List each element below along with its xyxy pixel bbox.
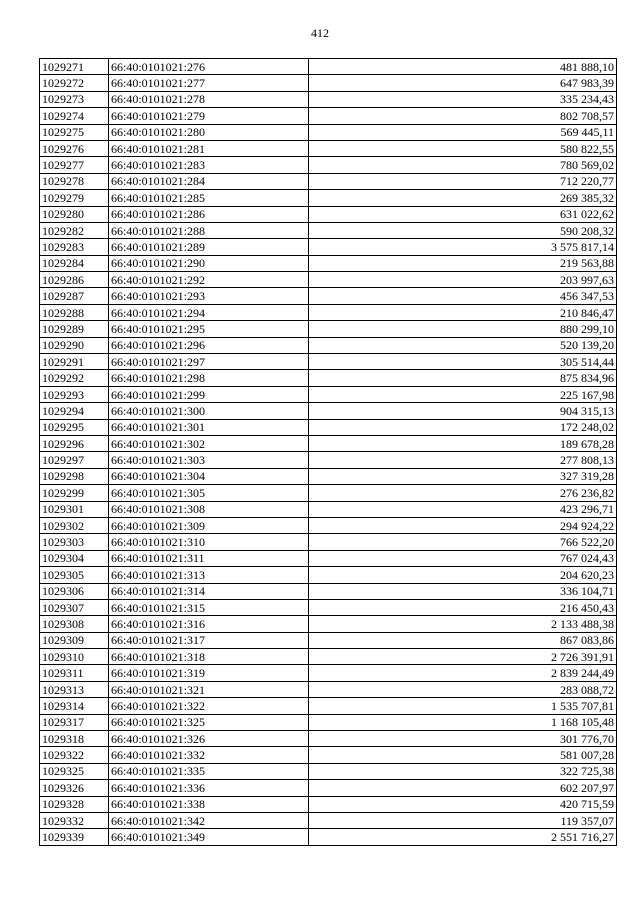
table-row: [40, 222, 617, 238]
cadastral-value-cell: 225 167,98: [309, 386, 617, 402]
cadastral-number-cell: 66:40:0101021:315: [109, 599, 309, 615]
cadastral-value-cell: 780 569,02: [309, 157, 617, 173]
row-id-cell: 1029332: [40, 812, 109, 828]
table-row: [40, 468, 617, 484]
row-id-cell: 1029280: [40, 206, 109, 222]
table-row: [40, 452, 617, 468]
table-row: [40, 370, 617, 386]
cadastral-value-cell: 766 522,20: [309, 534, 617, 550]
row-id-cell: 1029326: [40, 780, 109, 796]
table-row: [40, 321, 617, 337]
row-id-cell: 1029308: [40, 616, 109, 632]
row-id-cell: 1029286: [40, 272, 109, 288]
table-row: [40, 157, 617, 173]
cadastral-number-cell: 66:40:0101021:332: [109, 747, 309, 763]
cadastral-value-cell: 2 726 391,91: [309, 649, 617, 665]
table-row: [40, 239, 617, 255]
cadastral-value-cell: 2 133 488,38: [309, 616, 617, 632]
cadastral-number-cell: 66:40:0101021:349: [109, 829, 309, 845]
cadastral-number-cell: 66:40:0101021:313: [109, 567, 309, 583]
cadastral-value-cell: 520 139,20: [309, 337, 617, 353]
cadastral-number-cell: 66:40:0101021:300: [109, 403, 309, 419]
cadastral-value-cell: 210 846,47: [309, 304, 617, 320]
cadastral-value-cell: 581 007,28: [309, 747, 617, 763]
cadastral-number-cell: 66:40:0101021:285: [109, 190, 309, 206]
table-row: [40, 173, 617, 189]
cadastral-value-cell: 2 551 716,27: [309, 829, 617, 845]
row-id-cell: 1029298: [40, 468, 109, 484]
table-row: [40, 255, 617, 271]
table-row: [40, 435, 617, 451]
cadastral-number-cell: 66:40:0101021:342: [109, 812, 309, 828]
cadastral-value-cell: 327 319,28: [309, 468, 617, 484]
cadastral-value-cell: 119 357,07: [309, 812, 617, 828]
table-row: [40, 583, 617, 599]
row-id-cell: 1029284: [40, 255, 109, 271]
cadastral-value-cell: 456 347,53: [309, 288, 617, 304]
cadastral-number-cell: 66:40:0101021:284: [109, 173, 309, 189]
table-row: [40, 599, 617, 615]
cadastral-value-cell: 867 083,86: [309, 632, 617, 648]
table-row: [40, 419, 617, 435]
cadastral-number-cell: 66:40:0101021:283: [109, 157, 309, 173]
table-row: [40, 796, 617, 812]
table-row: [40, 698, 617, 714]
cadastral-number-cell: 66:40:0101021:305: [109, 485, 309, 501]
cadastral-value-cell: 590 208,32: [309, 222, 617, 238]
row-id-cell: 1029328: [40, 796, 109, 812]
cadastral-value-cell: 580 822,55: [309, 140, 617, 156]
cadastral-value-cell: 277 808,13: [309, 452, 617, 468]
cadastral-number-cell: 66:40:0101021:311: [109, 550, 309, 566]
cadastral-number-cell: 66:40:0101021:288: [109, 222, 309, 238]
row-id-cell: 1029314: [40, 698, 109, 714]
row-id-cell: 1029302: [40, 517, 109, 533]
cadastral-value-cell: 276 236,82: [309, 485, 617, 501]
table-row: [40, 354, 617, 370]
cadastral-number-cell: 66:40:0101021:294: [109, 304, 309, 320]
cadastral-number-cell: 66:40:0101021:314: [109, 583, 309, 599]
cadastral-value-cell: 3 575 817,14: [309, 239, 617, 255]
table-row: [40, 59, 617, 75]
cadastral-value-cell: 767 024,43: [309, 550, 617, 566]
row-id-cell: 1029309: [40, 632, 109, 648]
row-id-cell: 1029305: [40, 567, 109, 583]
cadastral-number-cell: 66:40:0101021:338: [109, 796, 309, 812]
cadastral-number-cell: 66:40:0101021:317: [109, 632, 309, 648]
cadastral-value-cell: 219 563,88: [309, 255, 617, 271]
row-id-cell: 1029317: [40, 714, 109, 730]
row-id-cell: 1029307: [40, 599, 109, 615]
cadastral-value-cell: 712 220,77: [309, 173, 617, 189]
cadastral-value-cell: 423 296,71: [309, 501, 617, 517]
row-id-cell: 1029297: [40, 452, 109, 468]
row-id-cell: 1029304: [40, 550, 109, 566]
table-row: [40, 403, 617, 419]
cadastral-number-cell: 66:40:0101021:302: [109, 435, 309, 451]
row-id-cell: 1029290: [40, 337, 109, 353]
table-row: [40, 567, 617, 583]
row-id-cell: 1029271: [40, 59, 109, 75]
cadastral-value-cell: 172 248,02: [309, 419, 617, 435]
cadastral-value-cell: 1 535 707,81: [309, 698, 617, 714]
table-row: [40, 337, 617, 353]
cadastral-value-cell: 336 104,71: [309, 583, 617, 599]
cadastral-value-cell: 283 088,72: [309, 681, 617, 697]
table-row: [40, 91, 617, 107]
table-row: [40, 829, 617, 845]
cadastral-number-cell: 66:40:0101021:277: [109, 75, 309, 91]
table-row: [40, 272, 617, 288]
table-row: [40, 714, 617, 730]
table-body: [40, 59, 617, 846]
table-row: [40, 632, 617, 648]
cadastral-number-cell: 66:40:0101021:281: [109, 140, 309, 156]
row-id-cell: 1029291: [40, 354, 109, 370]
cadastral-number-cell: 66:40:0101021:336: [109, 780, 309, 796]
row-id-cell: 1029275: [40, 124, 109, 140]
cadastral-value-cell: 904 315,13: [309, 403, 617, 419]
row-id-cell: 1029294: [40, 403, 109, 419]
cadastral-value-cell: 204 620,23: [309, 567, 617, 583]
row-id-cell: 1029313: [40, 681, 109, 697]
cadastral-number-cell: 66:40:0101021:298: [109, 370, 309, 386]
cadastral-value-cell: 322 725,38: [309, 763, 617, 779]
table-row: [40, 124, 617, 140]
row-id-cell: 1029292: [40, 370, 109, 386]
cadastral-number-cell: 66:40:0101021:286: [109, 206, 309, 222]
row-id-cell: 1029277: [40, 157, 109, 173]
cadastral-number-cell: 66:40:0101021:304: [109, 468, 309, 484]
cadastral-number-cell: 66:40:0101021:278: [109, 91, 309, 107]
table-row: [40, 304, 617, 320]
cadastral-value-cell: 335 234,43: [309, 91, 617, 107]
table-row: [40, 534, 617, 550]
row-id-cell: 1029295: [40, 419, 109, 435]
row-id-cell: 1029293: [40, 386, 109, 402]
row-id-cell: 1029288: [40, 304, 109, 320]
cadastral-number-cell: 66:40:0101021:326: [109, 731, 309, 747]
table-row: [40, 763, 617, 779]
cadastral-number-cell: 66:40:0101021:280: [109, 124, 309, 140]
row-id-cell: 1029299: [40, 485, 109, 501]
cadastral-number-cell: 66:40:0101021:310: [109, 534, 309, 550]
table-row: [40, 485, 617, 501]
cadastral-number-cell: 66:40:0101021:322: [109, 698, 309, 714]
cadastral-number-cell: 66:40:0101021:321: [109, 681, 309, 697]
table-row: [40, 780, 617, 796]
cadastral-value-cell: 631 022,62: [309, 206, 617, 222]
cadastral-number-cell: 66:40:0101021:279: [109, 108, 309, 124]
row-id-cell: 1029296: [40, 435, 109, 451]
table-row: [40, 206, 617, 222]
cadastral-number-cell: 66:40:0101021:319: [109, 665, 309, 681]
cadastral-number-cell: 66:40:0101021:289: [109, 239, 309, 255]
row-id-cell: 1029276: [40, 140, 109, 156]
cadastral-value-table: [39, 58, 617, 846]
cadastral-value-cell: 216 450,43: [309, 599, 617, 615]
cadastral-value-cell: 481 888,10: [309, 59, 617, 75]
page-number: 412: [311, 26, 329, 40]
cadastral-number-cell: 66:40:0101021:316: [109, 616, 309, 632]
row-id-cell: 1029273: [40, 91, 109, 107]
row-id-cell: 1029322: [40, 747, 109, 763]
cadastral-value-cell: 203 997,63: [309, 272, 617, 288]
table-row: [40, 616, 617, 632]
table-row: [40, 812, 617, 828]
row-id-cell: 1029318: [40, 731, 109, 747]
table-row: [40, 140, 617, 156]
table-row: [40, 517, 617, 533]
cadastral-number-cell: 66:40:0101021:292: [109, 272, 309, 288]
row-id-cell: 1029272: [40, 75, 109, 91]
table-row: [40, 731, 617, 747]
table-row: [40, 190, 617, 206]
row-id-cell: 1029311: [40, 665, 109, 681]
table-row: [40, 386, 617, 402]
table-row: [40, 75, 617, 91]
cadastral-number-cell: 66:40:0101021:303: [109, 452, 309, 468]
row-id-cell: 1029310: [40, 649, 109, 665]
row-id-cell: 1029303: [40, 534, 109, 550]
cadastral-number-cell: 66:40:0101021:276: [109, 59, 309, 75]
cadastral-value-cell: 647 983,39: [309, 75, 617, 91]
cadastral-value-cell: 1 168 105,48: [309, 714, 617, 730]
cadastral-value-cell: 269 385,32: [309, 190, 617, 206]
table-row: [40, 649, 617, 665]
cadastral-number-cell: 66:40:0101021:295: [109, 321, 309, 337]
table-row: [40, 288, 617, 304]
cadastral-number-cell: 66:40:0101021:301: [109, 419, 309, 435]
cadastral-value-cell: 875 834,96: [309, 370, 617, 386]
row-id-cell: 1029274: [40, 108, 109, 124]
table-row: [40, 747, 617, 763]
cadastral-number-cell: 66:40:0101021:308: [109, 501, 309, 517]
row-id-cell: 1029287: [40, 288, 109, 304]
row-id-cell: 1029282: [40, 222, 109, 238]
cadastral-value-cell: 420 715,59: [309, 796, 617, 812]
cadastral-value-cell: 294 924,22: [309, 517, 617, 533]
cadastral-number-cell: 66:40:0101021:318: [109, 649, 309, 665]
cadastral-value-cell: 802 708,57: [309, 108, 617, 124]
cadastral-number-cell: 66:40:0101021:309: [109, 517, 309, 533]
cadastral-value-cell: 189 678,28: [309, 435, 617, 451]
cadastral-number-cell: 66:40:0101021:325: [109, 714, 309, 730]
row-id-cell: 1029278: [40, 173, 109, 189]
table-row: [40, 681, 617, 697]
row-id-cell: 1029279: [40, 190, 109, 206]
cadastral-value-cell: 301 776,70: [309, 731, 617, 747]
cadastral-value-cell: 880 299,10: [309, 321, 617, 337]
cadastral-value-cell: 602 207,97: [309, 780, 617, 796]
row-id-cell: 1029339: [40, 829, 109, 845]
cadastral-number-cell: 66:40:0101021:296: [109, 337, 309, 353]
cadastral-value-cell: 305 514,44: [309, 354, 617, 370]
row-id-cell: 1029289: [40, 321, 109, 337]
table-row: [40, 665, 617, 681]
row-id-cell: 1029301: [40, 501, 109, 517]
cadastral-number-cell: 66:40:0101021:335: [109, 763, 309, 779]
row-id-cell: 1029325: [40, 763, 109, 779]
row-id-cell: 1029283: [40, 239, 109, 255]
cadastral-number-cell: 66:40:0101021:290: [109, 255, 309, 271]
table-row: [40, 108, 617, 124]
cadastral-value-cell: 569 445,11: [309, 124, 617, 140]
cadastral-value-cell: 2 839 244,49: [309, 665, 617, 681]
cadastral-number-cell: 66:40:0101021:293: [109, 288, 309, 304]
table-row: [40, 501, 617, 517]
cadastral-number-cell: 66:40:0101021:297: [109, 354, 309, 370]
table-row: [40, 550, 617, 566]
row-id-cell: 1029306: [40, 583, 109, 599]
cadastral-number-cell: 66:40:0101021:299: [109, 386, 309, 402]
